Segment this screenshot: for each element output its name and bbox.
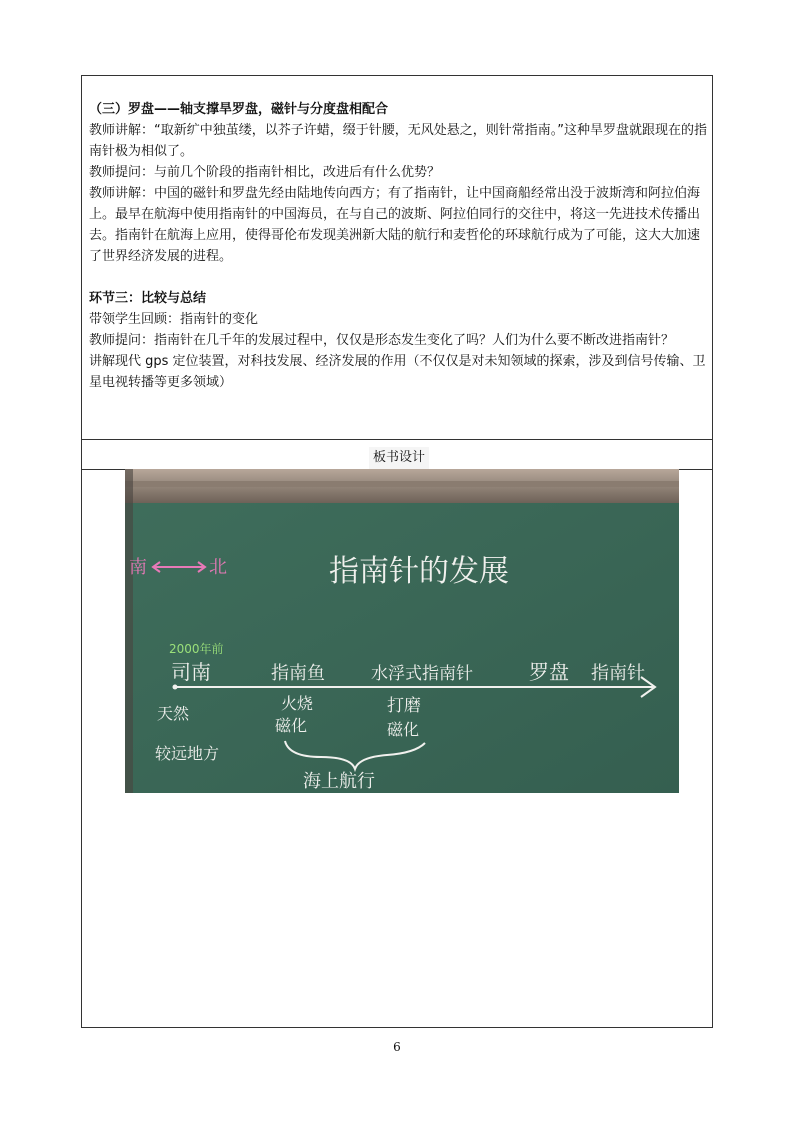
note-magnetize-1: 磁化 bbox=[275, 716, 308, 735]
board-frame-rail bbox=[125, 481, 679, 487]
teacher-question-2: 教师提问：指南针在几千年的发展过程中，仅仅是形态发生变化了吗？人们为什么要不断改进指南针？ bbox=[89, 333, 675, 348]
note-grind: 打磨 bbox=[387, 696, 421, 716]
stage-sinan: 司南 bbox=[171, 660, 211, 684]
page-number: 6 bbox=[393, 1040, 401, 1054]
note-sailing: 海上航行 bbox=[303, 771, 375, 792]
teacher-explanation-1: 教师讲解：“取新纩中独茧缕，以芥子许蜡，缀于针腰，无风处悬之，则针常指南。”这种旱罗盘就跟现在的指南针极为相似了。 bbox=[89, 123, 707, 159]
section-heading-compass: （三）罗盘——轴支撑旱罗盘，磁针与分度盘相配合 bbox=[89, 102, 389, 117]
stage-compass: 指南针 bbox=[591, 663, 645, 684]
teacher-question-1: 教师提问：与前几个阶段的指南针相比，改进后有什么优势？ bbox=[89, 165, 441, 180]
note-natural: 天然 bbox=[157, 704, 190, 723]
spacer bbox=[89, 267, 709, 288]
time-note: 2000年前 bbox=[169, 642, 224, 656]
stage-floating: 水浮式指南针 bbox=[371, 664, 473, 684]
stage-luopan: 罗盘 bbox=[529, 660, 569, 684]
direction-north: 北 bbox=[209, 557, 227, 578]
stage-fish: 指南鱼 bbox=[271, 663, 325, 684]
review-text: 带领学生回顾：指南针的变化 bbox=[89, 312, 259, 327]
teacher-explanation-2: 教师讲解：中国的磁针和罗盘先经由陆地传向西方；有了指南针，让中国商船经常出没于波斯湾和阿拉伯海上。最早在航海中使用指南针的中国海员，在与自己的波斯、阿拉伯同行的交往中，将这一先进技术传播出去。指南针在航海上应用，使得哥伦布发现美洲新大陆的航行和麦哲伦的环球航行成为了可能，这大大加速了世界经济发展的进程。 bbox=[89, 186, 701, 264]
gps-explanation: 讲解现代 gps 定位装置，对科技发展、经济发展的作用（不仅仅是对未知领域的探索，涉及到信号传输、卫星电视转播等更多领域） bbox=[89, 354, 706, 390]
board-frame-left bbox=[125, 469, 133, 793]
blackboard-photo bbox=[125, 469, 679, 793]
board-title: 指南针的发展 bbox=[329, 554, 509, 589]
lesson-content bbox=[89, 99, 709, 393]
blackboard-drawing bbox=[125, 469, 679, 793]
note-far: 较远地方 bbox=[155, 744, 220, 763]
direction-south: 南 bbox=[129, 557, 147, 578]
board-design-label: 板书设计 bbox=[369, 447, 429, 469]
timeline-start-dot bbox=[173, 685, 178, 690]
note-fire: 火烧 bbox=[281, 694, 314, 713]
lesson-plan-table bbox=[81, 75, 713, 1028]
section-heading-summary: 环节三：比较与总结 bbox=[89, 291, 207, 306]
note-magnetize-2: 磁化 bbox=[387, 720, 420, 739]
row-divider-1 bbox=[82, 439, 712, 440]
